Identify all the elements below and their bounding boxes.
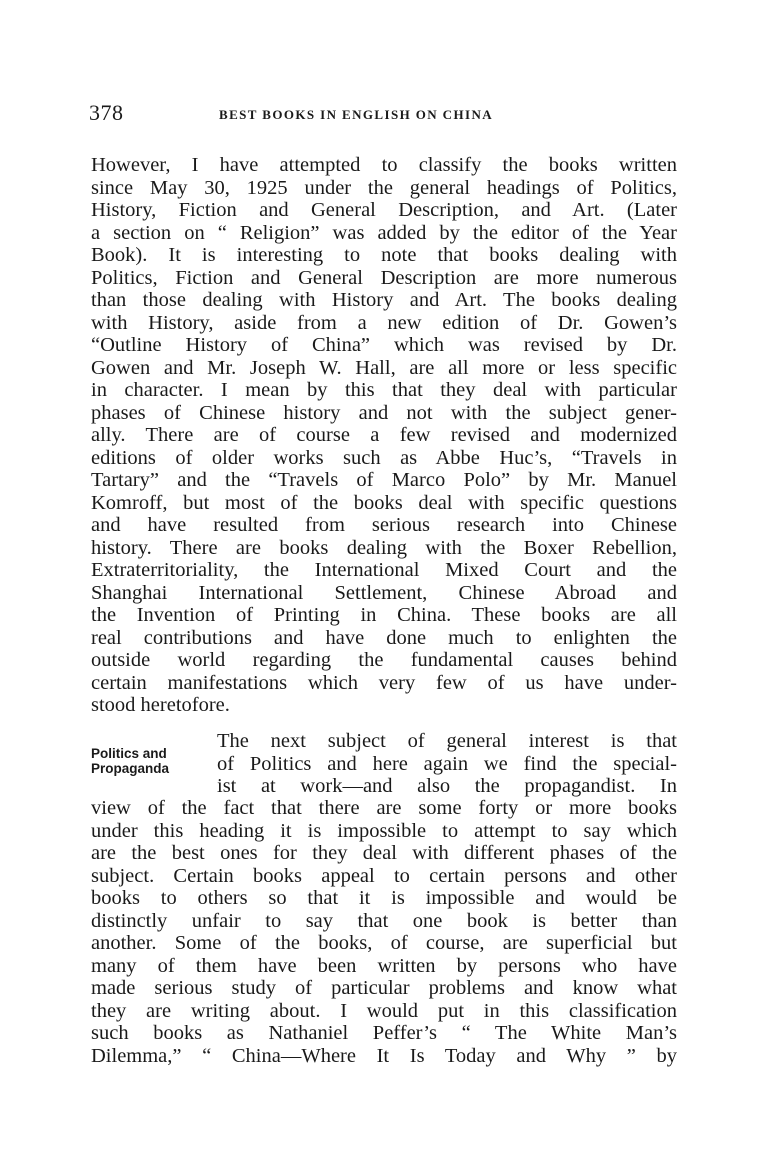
paragraph-politics — [91, 797, 677, 1067]
text-line: real contributions and have done much to enlighten the — [91, 626, 677, 649]
text-line: the Invention of Printing in China. These books are all — [91, 604, 677, 626]
running-title: BEST BOOKS IN ENGLISH ON CHINA — [219, 107, 494, 122]
text-line: The next subject of general interest is that — [217, 730, 677, 752]
text-line: subject. Certain books appeal to certain persons and other — [91, 864, 677, 887]
text-line: are the best ones for they deal with different phases of the — [91, 842, 677, 864]
margin-note-line: Propaganda — [91, 761, 170, 776]
text-line: Dilemma,” “ China—Where It Is Today and Why ” by — [91, 1044, 677, 1067]
text-line: Gowen and Mr. Joseph W. Hall, are all more or less specific — [91, 356, 677, 379]
text-line: stood heretofore. — [91, 694, 230, 716]
text-line: certain manifestations which very few of us have under- — [91, 671, 677, 694]
text-line: However, I have attempted to classify the books written — [91, 154, 677, 176]
paragraph-history — [91, 154, 677, 717]
text-line: History, Fiction and General Description, and Art. (Later — [91, 199, 677, 221]
text-line: than those dealing with History and Art. The books dealing — [91, 289, 677, 311]
text-line: phases of Chinese history and not with the subject gener- — [91, 401, 677, 424]
text-line: Tartary” and the “Travels of Marco Polo” by Mr. Manuel — [91, 469, 677, 491]
text-line: “Outline History of China” which was revised by Dr. — [91, 334, 677, 356]
text-line: Shanghai International Settlement, Chinese Abroad and — [91, 581, 677, 604]
paragraph-politics-indented — [217, 730, 677, 798]
text-line: outside world regarding the fundamental causes behind — [91, 649, 677, 671]
text-line: they are writing about. I would put in this classification — [91, 999, 677, 1022]
margin-note — [91, 746, 169, 776]
text-line: since May 30, 1925 under the general headings of Politics, — [91, 176, 677, 199]
text-line: of Politics and here again we find the special- — [217, 752, 677, 775]
text-line: a section on “ Religion” was added by the editor of the Year — [91, 221, 677, 244]
text-line: with History, aside from a new edition of Dr. Gowen’s — [91, 311, 677, 334]
text-line: distinctly unfair to say that one book is better than — [91, 909, 677, 932]
text-line: view of the fact that there are some forty or more books — [91, 797, 677, 819]
page-header — [89, 100, 677, 130]
page-number: 378 — [89, 100, 124, 125]
text-line: Extraterritoriality, the International Mixed Court and the — [91, 559, 677, 581]
text-line: history. There are books dealing with the Boxer Rebellion, — [91, 536, 677, 559]
text-line: and have resulted from serious research into Chinese — [91, 514, 677, 536]
margin-note-line: Politics and — [91, 746, 167, 761]
text-line: ally. There are of course a few revised and modernized — [91, 424, 677, 446]
text-line: many of them have been written by persons who have — [91, 954, 677, 977]
text-line: such books as Nathaniel Peffer’s “ The White Man’s — [91, 1022, 677, 1044]
text-line: Book). It is interesting to note that books dealing with — [91, 244, 677, 266]
text-line: in character. I mean by this that they deal with particular — [91, 379, 677, 401]
text-line: under this heading it is impossible to attempt to say which — [91, 819, 677, 842]
text-line: Komroff, but most of the books deal with specific questions — [91, 491, 677, 514]
text-line: ist at work—and also the propagandist. In — [217, 775, 677, 797]
text-line: made serious study of particular problems and know what — [91, 977, 677, 999]
text-line: another. Some of the books, of course, are superficial but — [91, 932, 677, 954]
text-line: editions of older works such as Abbe Huc’s, “Travels in — [91, 446, 677, 469]
text-line: Politics, Fiction and General Description are more numerous — [91, 266, 677, 289]
text-line: books to others so that it is impossible and would be — [91, 887, 677, 909]
